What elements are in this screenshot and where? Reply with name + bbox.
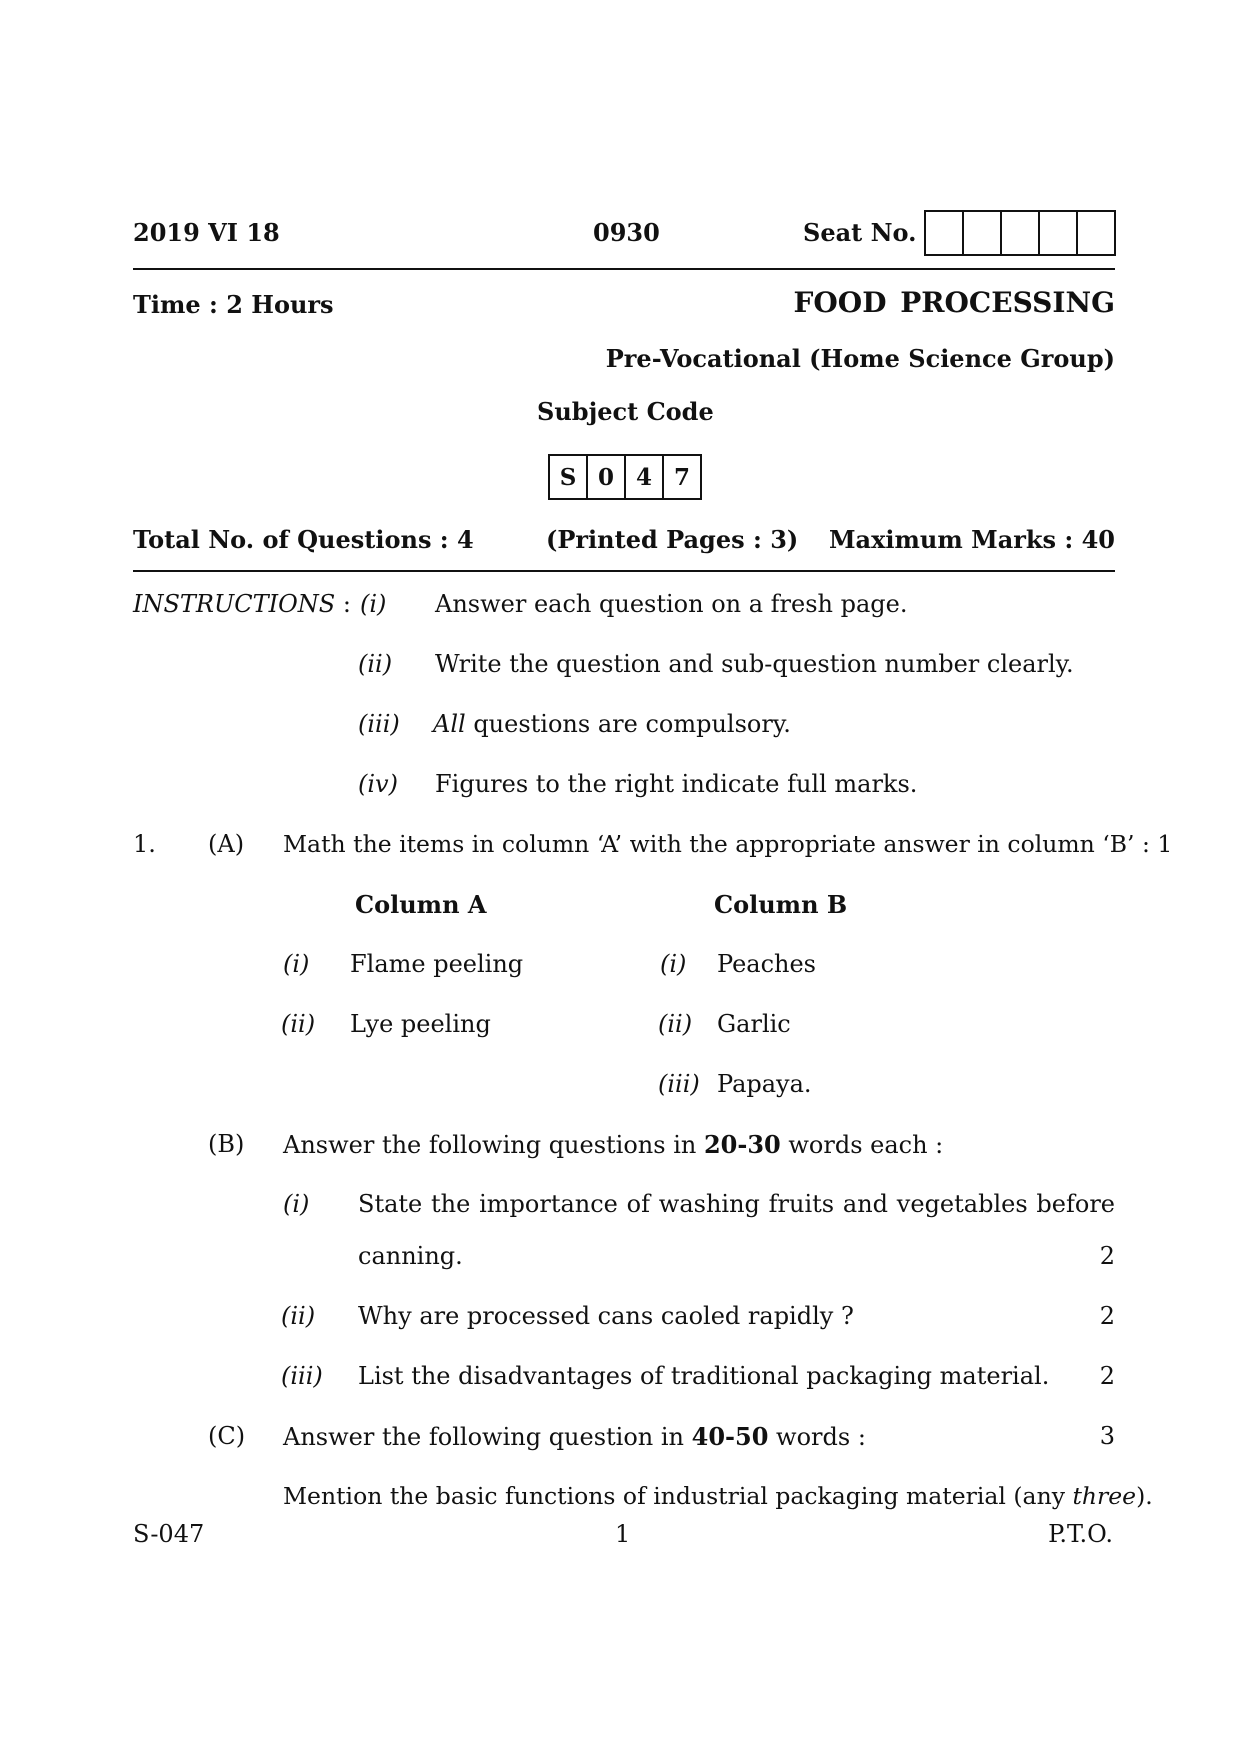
col-b-item: Peaches [717,950,816,978]
footer-code: S-047 [133,1520,205,1548]
part-c-pre: Answer the following question in [283,1423,692,1451]
part-b-pre: Answer the following questions in [283,1131,704,1159]
col-b-num: (ii) [658,1010,693,1038]
sub-question-text-cont: canning. [358,1242,463,1270]
instructions-title: INSTRUCTIONS [133,590,336,618]
subject-code-label: Subject Code [537,397,714,426]
code-char: S [559,463,577,491]
marks: 2 [1099,1362,1115,1390]
instruction-text: Answer each question on a fresh page. [435,590,908,618]
part-c-body-emph: three [1072,1482,1137,1510]
part-label: (B) [208,1130,245,1158]
subject-title: FOOD PROCESSING [793,286,1115,319]
seat-box[interactable] [962,212,1000,254]
part-c-text [283,1422,866,1451]
seat-box[interactable] [1076,212,1114,254]
instruction-rest: questions are compulsory. [465,710,791,738]
col-a-num: (i) [283,950,310,978]
part-c-body-post: ). [1136,1482,1153,1510]
marks: 3 [1099,1422,1115,1450]
seat-box[interactable] [926,212,962,254]
instructions-label [133,590,351,618]
instruction-num: (i) [360,590,387,618]
col-b-num: (iii) [658,1070,700,1098]
col-b-item: Papaya. [717,1070,812,1098]
subject-code-boxes [548,454,702,500]
col-a-item: Lye peeling [350,1010,491,1038]
part-a-text: Math the items in column ‘A’ with the appropriate answer in column ‘B’ : 1 [283,830,1173,858]
code-char: 7 [662,456,700,498]
exam-code: 2019 VI 18 [133,218,280,247]
total-questions: Total No. of Questions : 4 [133,525,474,554]
time-allowed: Time : 2 Hours [133,290,334,319]
seat-box[interactable] [1000,212,1038,254]
col-b-item: Garlic [717,1010,791,1038]
instruction-num: (iv) [358,770,398,798]
part-b-post: words each : [780,1131,944,1159]
sub-question-text: List the disadvantages of traditional packaging material. [358,1362,1050,1390]
code-char: 0 [586,456,624,498]
part-c-body [283,1482,1153,1510]
marks: 2 [1099,1302,1115,1330]
part-b-text [283,1130,943,1159]
instruction-num: (iii) [358,710,400,738]
instruction-num: (ii) [358,650,393,678]
instructions-sep: : [335,590,351,618]
please-turn-over: P.T.O. [1048,1520,1113,1548]
part-label: (A) [208,830,245,858]
marks: 2 [1099,1242,1115,1270]
sub-question-num: (i) [283,1190,310,1218]
sub-question-num: (ii) [281,1302,316,1330]
header-divider [133,268,1115,270]
col-a-item: Flame peeling [350,950,524,978]
instruction-text [433,710,791,738]
seat-label: Seat No. [803,218,917,247]
column-a-title: Column A [355,890,487,919]
maximum-marks: Maximum Marks : 40 [828,525,1115,554]
seat-box[interactable] [1038,212,1076,254]
meta-divider [133,570,1115,572]
col-b-num: (i) [660,950,687,978]
subject-group: Pre-Vocational (Home Science Group) [605,344,1115,373]
column-b-title: Column B [714,890,848,919]
paper-code: 0930 [593,218,660,247]
sub-question-text: Why are processed cans caoled rapidly ? [358,1302,854,1330]
seat-number-boxes[interactable] [924,210,1116,256]
printed-pages: (Printed Pages : 3) [546,525,799,554]
part-c-body-pre: Mention the basic functions of industrial packaging material (any [283,1482,1073,1510]
instruction-text: Write the question and sub-question number clearly. [435,650,1074,678]
page-number: 1 [615,1520,631,1548]
code-char: 4 [624,456,662,498]
instruction-emph: All [433,710,466,738]
part-c-post: words : [768,1423,866,1451]
part-label: (C) [208,1422,246,1450]
part-b-word-limit: 20-30 [703,1130,781,1159]
sub-question-text: State the importance of washing fruits and vegetables before [358,1190,1115,1218]
col-a-num: (ii) [281,1010,316,1038]
question-number: 1. [133,830,156,858]
part-c-word-limit: 40-50 [691,1422,769,1451]
sub-question-num: (iii) [281,1362,323,1390]
instruction-text: Figures to the right indicate full marks. [435,770,918,798]
